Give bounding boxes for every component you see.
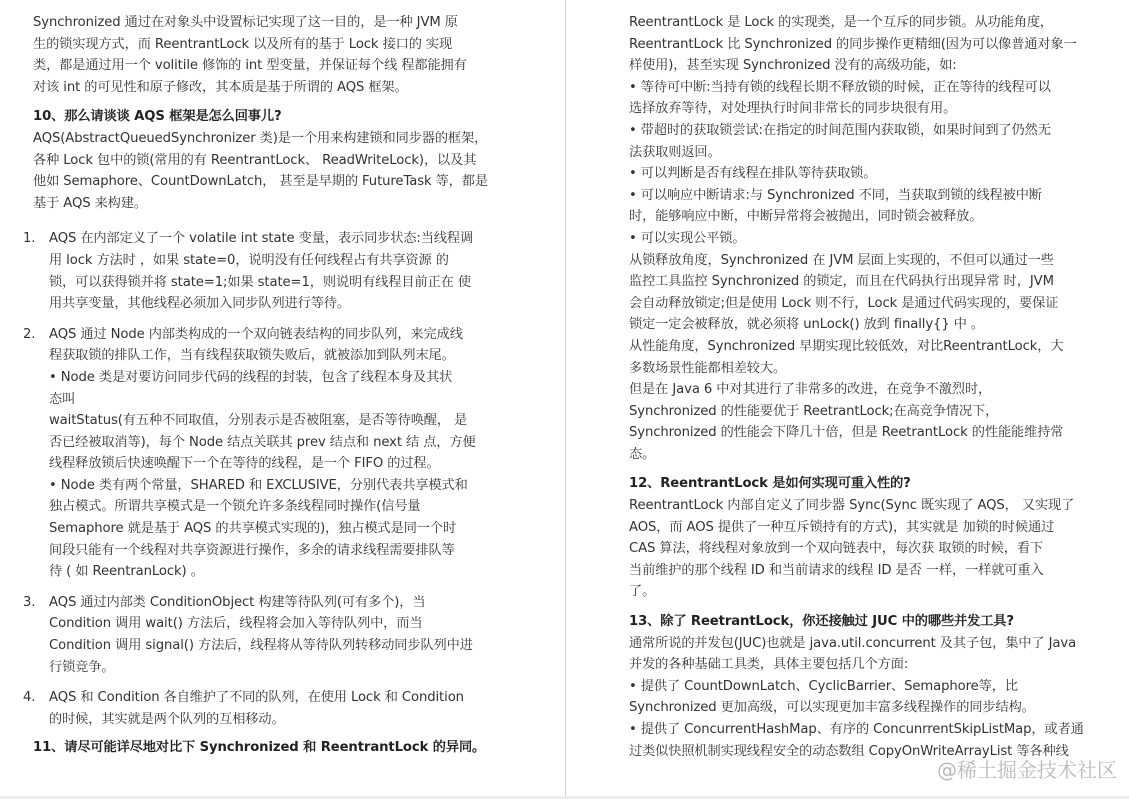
text-line: 监控工具监控 Synchronized 的锁定，而且在代码执行出现异常 时，JVM bbox=[629, 274, 1054, 290]
text-line: Condition 调用 signal() 方法后，线程将从等待队列转移动同步队列中进 bbox=[49, 638, 473, 654]
text-line: AQS 通过 Node 内部类构成的一个双向链表结构的同步队列，来完成线 bbox=[49, 326, 463, 342]
intro-paragraph bbox=[33, 12, 503, 98]
text-line: 待 ( 如 ReentranLock) 。 bbox=[49, 564, 204, 580]
text-line: 类，都是通过用一个 volitile 修饰的 int 型变量，并保证每个线 程都能拥有 bbox=[33, 58, 467, 74]
text-line: 法获取则返回。 bbox=[629, 144, 721, 160]
text-line: 并发的各种基础工具类，具体主要包括几个方面: bbox=[629, 657, 909, 673]
bullet-line: • 等待可中断:当持有锁的线程长期不释放锁的时候，正在等待的线程可以 bbox=[629, 79, 1051, 95]
text-line: 他如 Semaphore、CountDownLatch， 甚至是早期的 FutureTask 等，都是 bbox=[33, 174, 488, 190]
text-line: 基于 AQS 来构建。 bbox=[33, 195, 147, 211]
text-line: AQS 和 Condition 各自维护了不同的队列，在使用 Lock 和 Condition bbox=[49, 690, 464, 706]
list-number: 2. bbox=[23, 326, 36, 342]
text-line: ReentrantLock 比 Synchronized 的同步操作更精细(因为可以像普通对象一 bbox=[629, 36, 1077, 52]
left-page-content bbox=[23, 12, 503, 759]
text-line: 样使用)，甚至实现 Synchronized 没有的高级功能，如: bbox=[629, 58, 957, 74]
comparison-paragraph bbox=[629, 12, 1099, 465]
text-line: 锁，可以获得锁并将 state=1;如果 state=1，则说明有线程目前正在 使 bbox=[49, 274, 471, 290]
text-line: 否已经被取消等)，每个 Node 结点关联其 prev 结点和 next 结 点，方便 bbox=[49, 434, 476, 450]
text-line: Synchronized 更加高级，可以实现更加丰富多线程操作的同步结构。 bbox=[629, 700, 1035, 716]
text-line: Synchronized 通过在对象头中设置标记实现了这一目的，是一种 JVM 原 bbox=[33, 15, 458, 30]
text-line: 选择放弃等待，对处理执行时间非常长的同步块很有用。 bbox=[629, 101, 957, 117]
text-line: 从性能角度，Synchronized 早期实现比较低效，对比ReentrantLock，大 bbox=[629, 338, 1064, 354]
list-number: 3. bbox=[23, 594, 36, 610]
text-line: Condition 调用 wait() 方法后，线程将会加入等待队列中，而当 bbox=[49, 616, 423, 632]
text-line: ReentrantLock 是 Lock 的实现类，是一个互斥的同步锁。从功能角度， bbox=[629, 15, 1053, 30]
text-line: 用共享变量，其他线程必须加入同步队列进行等待。 bbox=[49, 296, 351, 312]
text-line: Synchronized 的性能要优于 ReetrantLock;在高竞争情况下， bbox=[629, 403, 999, 419]
q13-paragraph bbox=[629, 633, 1099, 763]
text-line: CAS 算法，将线程对象放到一个双向链表中，每次获 取锁的时候，看下 bbox=[629, 541, 1044, 557]
bullet-line: • 可以响应中断请求:与 Synchronized 不同，当获取到锁的线程被中断 bbox=[629, 187, 1042, 203]
text-line: 独占模式。所谓共享模式是一个锁允许多条线程同时操作(信号量 bbox=[49, 499, 421, 515]
text-line: 各种 Lock 包中的锁(常用的有 ReentrantLock、 ReadWriteLock)，以及其 bbox=[33, 152, 477, 168]
text-line: AQS 在内部定义了一个 volatile int state 变量，表示同步状态:当线程调 bbox=[49, 231, 474, 247]
q12-paragraph bbox=[629, 495, 1099, 603]
text-line: Synchronized 的性能会下降几十倍，但是 ReetrantLock 的性能能维持常 bbox=[629, 425, 1064, 441]
text-line: 当前维护的那个线程 ID 和当前请求的线程 ID 是否 一样，一样就可重入 bbox=[629, 562, 1044, 578]
text-line: Semaphore 就是基于 AQS 的共享模式实现的)，独占模式是同一个时 bbox=[49, 521, 457, 537]
watermark: @稀土掘金技术社区 bbox=[937, 758, 1117, 782]
text-line: 锁定一定会被释放，就必须将 unLock() 放到 finally{} 中 。 bbox=[629, 317, 984, 333]
list-item-1 bbox=[23, 228, 503, 314]
text-line: 多数场景性能都相差较大。 bbox=[629, 360, 787, 376]
text-line: 对该 int 的可见性和原子修改，其本质是基于所谓的 AQS 框架。 bbox=[33, 79, 408, 95]
text-line: 会自动释放锁定;但是使用 Lock 则不行，Lock 是通过代码实现的，要保证 bbox=[629, 295, 1059, 311]
list-number: 4. bbox=[23, 690, 36, 706]
section-heading-q10: 10、那么请谈谈 AQS 框架是怎么回事儿? bbox=[33, 109, 282, 125]
list-number: 1. bbox=[23, 231, 36, 247]
text-line: 态。 bbox=[629, 446, 656, 462]
text-line: • Node 类是对要访问同步代码的线程的封装，包含了线程本身及其状 bbox=[49, 369, 453, 385]
text-line: 间段只能有一个线程对共享资源进行操作，多余的请求线程需要排队等 bbox=[49, 542, 455, 558]
text-line: • Node 类有两个常量，SHARED 和 EXCLUSIVE，分别代表共享模式和 bbox=[49, 477, 468, 493]
text-line: AQS(AbstractQueuedSynchronizer 类)是一个用来构建锁和同步器的框架， bbox=[33, 130, 488, 146]
list-item-3 bbox=[23, 592, 503, 678]
bullet-line: • 可以判断是否有线程在排队等待获取锁。 bbox=[629, 166, 877, 182]
q10-intro-paragraph bbox=[33, 128, 503, 214]
section-heading-q13: 13、除了 ReetrantLock，你还接触过 JUC 中的哪些并发工具? bbox=[629, 614, 1014, 630]
bullet-line: • 提供了 ConcurrentHashMap、有序的 ConcunrrentSkipListMap，或者通 bbox=[629, 722, 1084, 737]
text-line: 从锁释放角度，Synchronized 在 JVM 层面上实现的，不但可以通过一些 bbox=[629, 252, 1054, 268]
text-line: 线程释放锁后快速唤醒下一个在等待的线程，是一个 FIFO 的过程。 bbox=[49, 456, 440, 472]
text-line: 的时候，其实就是两个队列的互相移动。 bbox=[49, 711, 285, 727]
text-line: 生的锁实现方式，而 ReentrantLock 以及所有的基于 Lock 接口的 实现 bbox=[33, 36, 453, 52]
list-item-2 bbox=[23, 324, 503, 583]
text-line: 但是在 Java 6 中对其进行了非常多的改进，在竞争不激烈时， bbox=[629, 382, 992, 398]
text-line: waitStatus(有五种不同取值，分别表示是否被阻塞，是否等待唤醒， 是 bbox=[49, 413, 468, 429]
text-line: 时，能够响应中断，中断异常将会被抛出，同时锁会被释放。 bbox=[629, 209, 983, 225]
text-line: 态叫 bbox=[49, 391, 76, 407]
text-line: AOS，而 AOS 提供了一种互斥锁持有的方式)，其实就是 加锁的时候通过 bbox=[629, 519, 1055, 535]
right-page-content bbox=[629, 12, 1099, 762]
bullet-line: • 提供了 CountDownLatch、CyclicBarrier、Semaphore等，比 bbox=[629, 678, 1018, 694]
page-divider bbox=[565, 0, 566, 796]
text-line: 行锁竞争。 bbox=[49, 659, 115, 675]
text-line: 用 lock 方法时 ，如果 state=0，说明没有任何线程占有共享资源 的 bbox=[49, 252, 449, 268]
text-line: 程获取锁的排队工作，当有线程获取锁失败后，就被添加到队列末尾。 bbox=[49, 348, 455, 364]
text-line: ReentrantLock 内部自定义了同步器 Sync(Sync 既实现了 AQS， 又实现了 bbox=[629, 498, 1075, 514]
section-heading-q11: 11、请尽可能详尽地对比下 Synchronized 和 ReentrantLock 的异同。 bbox=[33, 740, 486, 756]
bullet-line: • 带超时的获取锁尝试:在指定的时间范围内获取锁，如果时间到了仍然无 bbox=[629, 122, 1051, 138]
bullet-line: • 可以实现公平锁。 bbox=[629, 230, 746, 246]
list-item-4 bbox=[23, 687, 503, 730]
text-line: AQS 通过内部类 ConditionObject 构建等待队列(可有多个)，当 bbox=[49, 594, 426, 610]
section-heading-q12: 12、ReentrantLock 是如何实现可重入性的? bbox=[629, 476, 911, 492]
text-line: 通常所说的并发包(JUC)也就是 java.util.concurrent 及其子包，集中了 Java bbox=[629, 635, 1077, 651]
text-line: 了。 bbox=[629, 584, 656, 600]
text-line: 过类似快照机制实现线程安全的动态数组 CopyOnWriteArrayList 等各种线 bbox=[629, 743, 1069, 759]
